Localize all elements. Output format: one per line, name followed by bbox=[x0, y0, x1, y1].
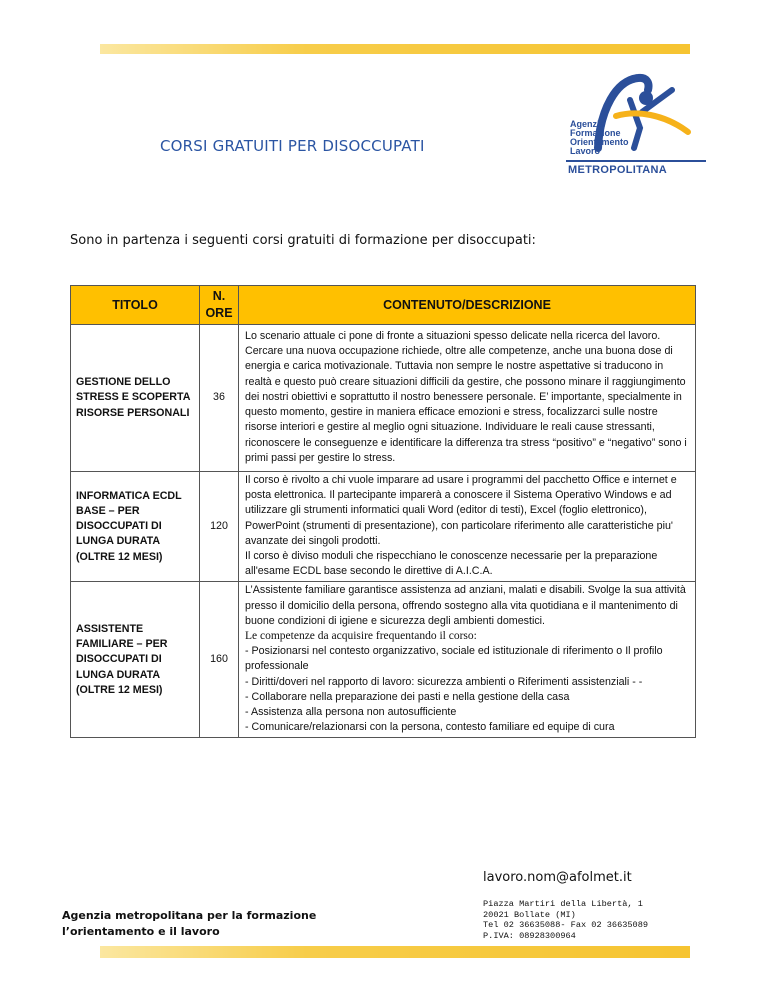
top-decor-bar bbox=[100, 44, 690, 54]
course-description: Lo scenario attuale ci pone di fronte a situazioni spesso delicate nella ricerca del lavoro. Cercare una nuova occupazione richiede, oltre alle competenze, anche una buona dose di energia e carica motivazionale. Tuttavia non sempre le nostre aspettative si traducono in realtà e questo può creare situazioni difficili da gestire, che possono minare il raggiungimento dei nostri obiettivi e soprattutto il nostro benessere personale. E’ importante, specialmente in questo momento, gestire in maniera efficace emozioni e stress, focalizzarci sulle nostre risorse interiori e gestire al meglio ogni situazione. Individuare le reali cause stressanti, riconoscere le conseguenze e identificare la differenza tra stress “positivo” e “negativo” sono i primi passi per gestire lo stress. bbox=[239, 325, 696, 472]
course-description-p2: Il corso è diviso moduli che rispecchiano le conoscenze necessarie per la preparazione all'esame ECDL base secondo le direttive di A.I.C.A. bbox=[245, 550, 658, 578]
course-title: INFORMATICA ECDL BASE – PER DISOCCUPATI DI LUNGA DURATA (OLTRE 12 MESI) bbox=[71, 472, 200, 582]
header-titolo: TITOLO bbox=[71, 286, 200, 325]
course-hours: 120 bbox=[200, 472, 239, 582]
footer-org bbox=[62, 908, 316, 939]
competenza-item: - Collaborare nella preparazione dei pasti e nella gestione della casa bbox=[245, 690, 570, 703]
footer-org-line-2: l’orientamento e il lavoro bbox=[62, 924, 220, 938]
address-line: P.IVA: 08928300964 bbox=[483, 930, 576, 941]
header-contenuto: CONTENUTO/DESCRIZIONE bbox=[239, 286, 696, 325]
page-title: CORSI GRATUITI PER DISOCCUPATI bbox=[160, 137, 425, 155]
table-row bbox=[71, 325, 696, 472]
header-ore bbox=[200, 286, 239, 325]
course-title: ASSISTENTE FAMILIARE – PER DISOCCUPATI DI LUNGA DURATA (OLTRE 12 MESI) bbox=[71, 582, 200, 738]
logo-metropolitana: METROPOLITANA bbox=[568, 164, 668, 176]
course-hours: 36 bbox=[200, 325, 239, 472]
afol-logo bbox=[566, 70, 706, 182]
course-description bbox=[239, 582, 696, 738]
logo-line-4: Lavoro bbox=[570, 146, 601, 156]
header-ore-n: N. bbox=[212, 289, 226, 303]
address-line: Tel 02 36635088- Fax 02 36635089 bbox=[483, 920, 649, 931]
logo-metro-band bbox=[566, 160, 706, 178]
address-line: 20021 Bollate (MI) bbox=[483, 909, 576, 920]
course-description-p1: Il corso è rivolto a chi vuole imparare ad usare i programmi del pacchetto Office e internet e posta elettronica. Il partecipante imparerà a conoscere il Sistema Operativo Windows e ad utilizzare gli strumenti informatici quali Word (editor di testi), Excel (foglio elettronico), PowerPoint (strumenti di presentazione), con particolare riferimento alle caratteristiche piu' avanzate dei singoli prodotti. bbox=[245, 474, 677, 547]
logo-line-2: Formazione bbox=[570, 128, 621, 138]
competenza-item: - Posizionarsi nel contesto organizzativo, sociale ed istituzionale di riferimento o Il profilo professionale bbox=[245, 645, 663, 673]
table-row bbox=[71, 472, 696, 582]
course-competenze-heading: Le competenze da acquisire frequentando il corso: bbox=[245, 630, 477, 643]
competenza-item: - Comunicare/relazionarsi con la persona, contesto familiare ed equipe di cura bbox=[245, 721, 615, 734]
contact-email[interactable]: lavoro.nom@afolmet.it bbox=[483, 870, 632, 885]
course-hours: 160 bbox=[200, 582, 239, 738]
competenza-item: - Diritti/doveri nel rapporto di lavoro: sicurezza ambienti o Riferimenti assistenziali - - bbox=[245, 675, 643, 688]
intro-text: Sono in partenza i seguenti corsi gratuiti di formazione per disoccupati: bbox=[70, 233, 536, 248]
courses-table bbox=[70, 285, 696, 738]
table-header-row bbox=[71, 286, 696, 325]
table-row bbox=[71, 582, 696, 738]
course-description-intro: L’Assistente familiare garantisce assistenza ad anziani, malati e disabili. Svolge la sua attività presso il domicilio della persona, offrendo sostegno alla vita quotidiana e il mantenimento di buone condizioni di igiene e sicurezza degli ambienti domestici. bbox=[245, 584, 686, 627]
competenza-item: - Assistenza alla persona non autosufficiente bbox=[245, 706, 457, 719]
course-title: GESTIONE DELLO STRESS E SCOPERTA RISORSE PERSONALI bbox=[71, 325, 200, 472]
footer-address bbox=[483, 899, 648, 941]
course-description bbox=[239, 472, 696, 582]
logo-line-3: Orientamento bbox=[570, 137, 629, 147]
footer-org-line-1: Agenzia metropolitana per la formazione bbox=[62, 909, 317, 922]
header-ore-ore: ORE bbox=[205, 306, 233, 320]
bottom-decor-bar bbox=[100, 946, 690, 958]
logo-line-1: Agenzia bbox=[570, 119, 605, 129]
address-line: Piazza Martiri della Libertà, 1 bbox=[483, 899, 643, 909]
